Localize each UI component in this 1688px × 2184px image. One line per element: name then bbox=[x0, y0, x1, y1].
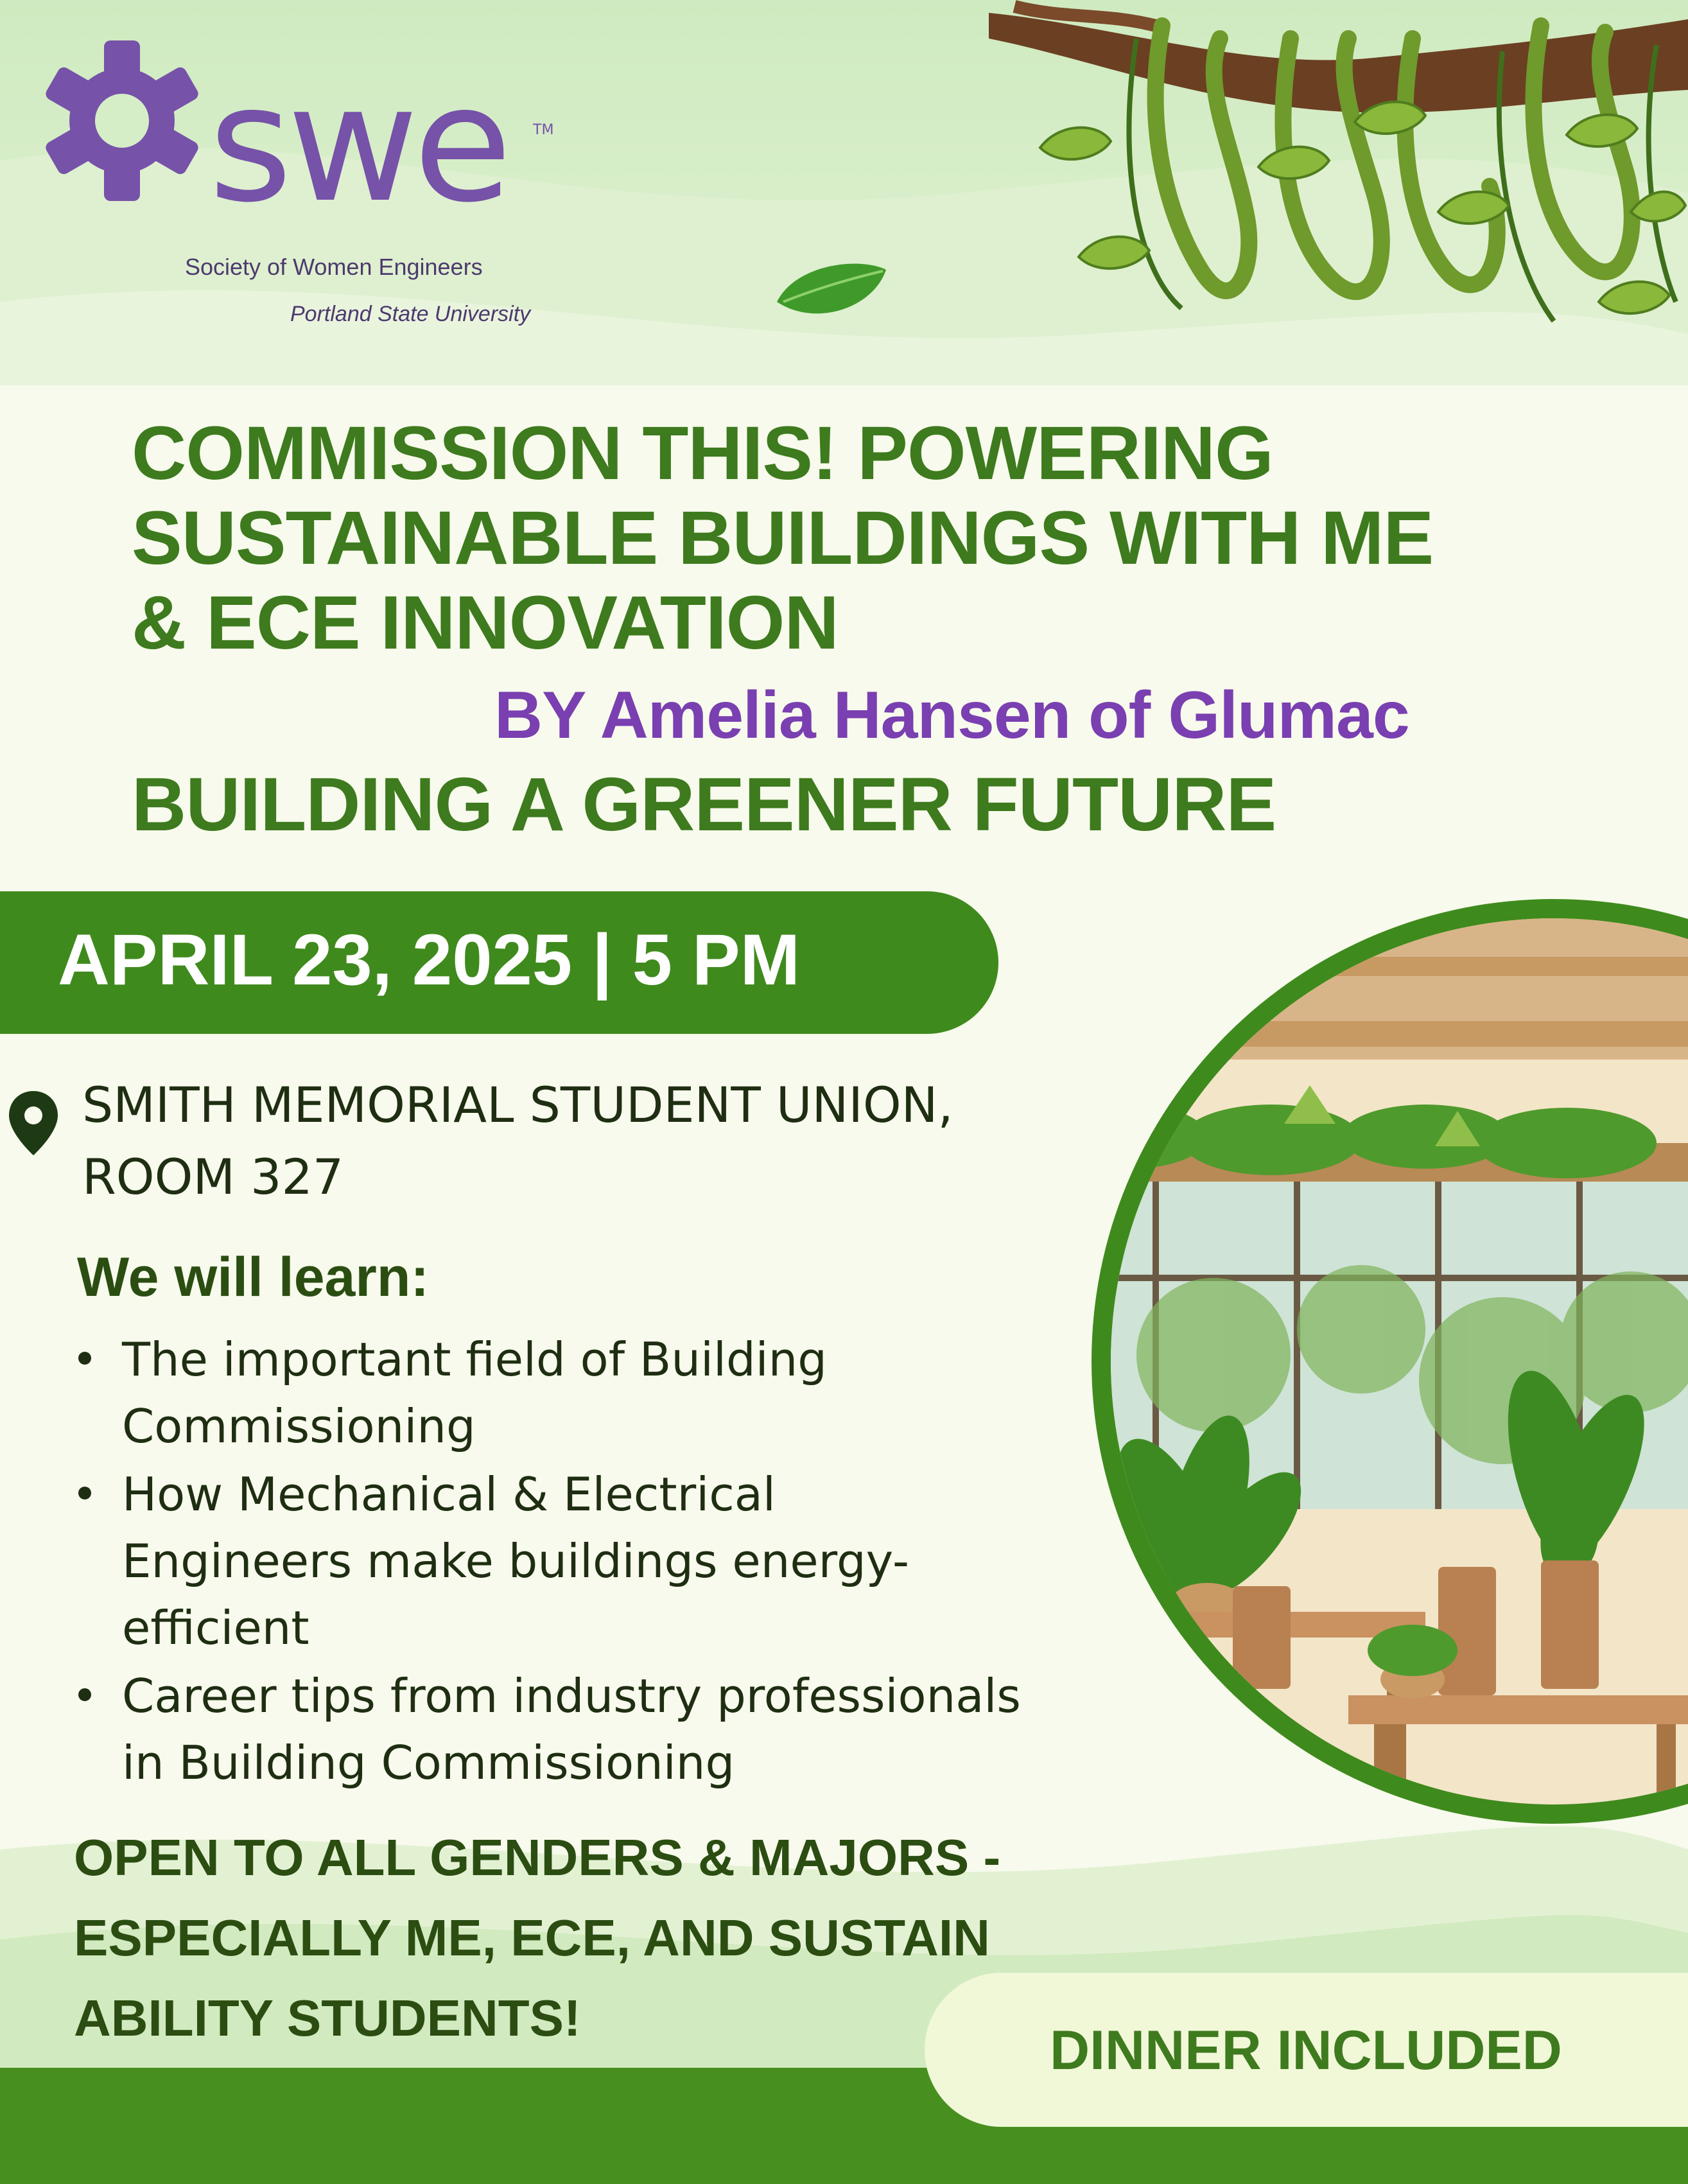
title-line: & ECE INNOVATION bbox=[132, 581, 839, 665]
vine-branch-illustration bbox=[989, 0, 1688, 360]
learn-line: How Mechanical & Electrical bbox=[122, 1467, 776, 1521]
title-line: COMMISSION THIS! POWERING bbox=[132, 411, 1273, 496]
list-item bbox=[71, 1326, 1162, 1460]
speaker-byline: BY Amelia Hansen of Glumac bbox=[494, 678, 1409, 753]
learn-line: The important field of Building bbox=[122, 1332, 827, 1386]
learn-line: Engineers make buildings energy- bbox=[122, 1534, 910, 1588]
school-name: Portland State University bbox=[290, 302, 531, 326]
audience-line: ESPECIALLY ME, ECE, AND SUSTAIN bbox=[74, 1909, 990, 1966]
audience-line: ABILITY STUDENTS! bbox=[74, 1989, 581, 2047]
sustainable-interior-photo bbox=[1053, 893, 1688, 1830]
learn-item-text bbox=[122, 1461, 1162, 1661]
learn-line: efficient bbox=[122, 1601, 309, 1655]
dinner-badge bbox=[925, 1973, 1688, 2127]
learn-line: Career tips from industry professionals bbox=[122, 1669, 1021, 1723]
bullet-icon bbox=[78, 1487, 91, 1499]
learn-item-text bbox=[122, 1663, 1162, 1796]
bullet-icon bbox=[78, 1688, 91, 1701]
organization-name: Society of Women Engineers bbox=[185, 254, 483, 280]
date-banner bbox=[0, 891, 998, 1034]
audience-line: OPEN TO ALL GENDERS & MAJORS - bbox=[74, 1829, 1001, 1886]
learn-item-text bbox=[122, 1326, 1162, 1460]
location-line: SMITH MEMORIAL STUDENT UNION, bbox=[82, 1076, 953, 1133]
swe-logo bbox=[39, 26, 565, 334]
leaf-icon bbox=[770, 257, 892, 328]
location-text bbox=[82, 1069, 1077, 1213]
list-item bbox=[71, 1461, 1162, 1661]
title-line: SUSTAINABLE BUILDINGS WITH ME bbox=[132, 496, 1434, 581]
bullet-icon bbox=[78, 1352, 91, 1365]
event-date-time: APRIL 23, 2025 | 5 PM bbox=[58, 920, 801, 1000]
map-pin-icon bbox=[6, 1088, 60, 1158]
learn-line: in Building Commissioning bbox=[122, 1736, 735, 1790]
list-item bbox=[71, 1663, 1162, 1796]
event-title bbox=[132, 411, 1608, 665]
learn-heading: We will learn: bbox=[77, 1246, 429, 1308]
event-subtitle: BUILDING A GREENER FUTURE bbox=[132, 762, 1276, 847]
gear-icon bbox=[39, 37, 205, 204]
learn-line: Commissioning bbox=[122, 1399, 476, 1453]
location-line: ROOM 327 bbox=[82, 1148, 344, 1205]
logo-wordmark: swe bbox=[209, 51, 507, 238]
learn-list bbox=[71, 1326, 1162, 1797]
dinner-label: DINNER INCLUDED bbox=[1050, 2020, 1562, 2081]
trademark-mark: TM bbox=[533, 122, 554, 138]
